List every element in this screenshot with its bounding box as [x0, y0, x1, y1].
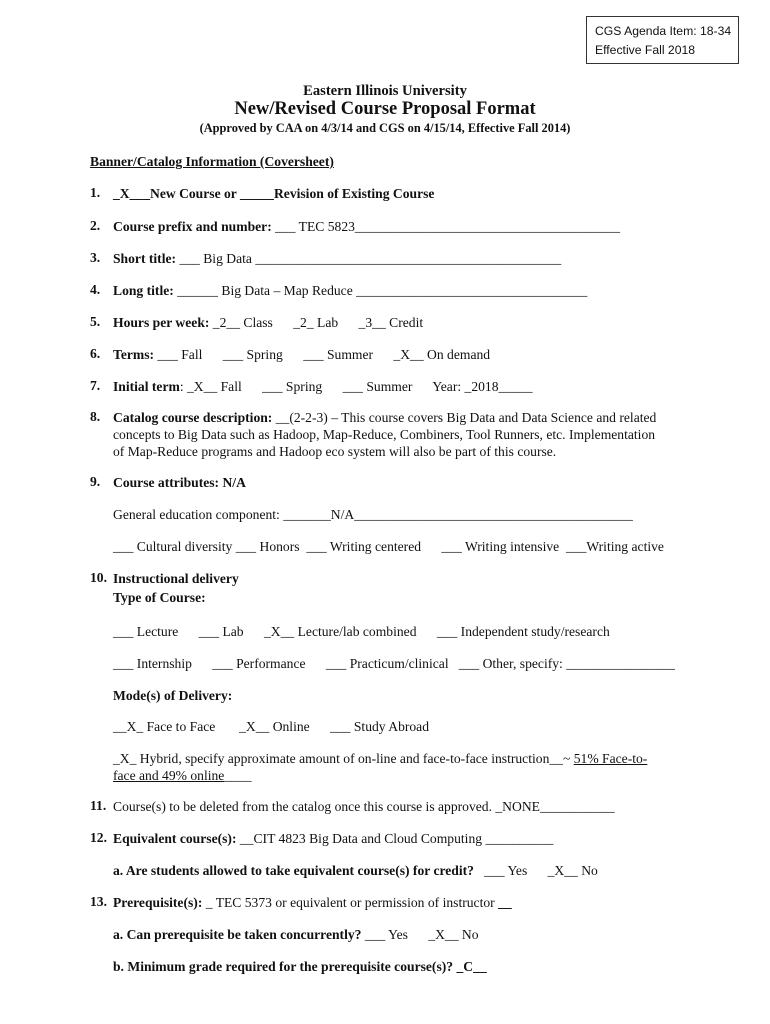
- hours-value: _2__ Class _2_ Lab _3__ Credit: [209, 315, 424, 330]
- catalog-description-label: Catalog course description:: [113, 410, 273, 425]
- document-title: New/Revised Course Proposal Format: [234, 99, 536, 119]
- hybrid-end: ____: [224, 768, 252, 783]
- hybrid-percentage-1: 51% Face-to-: [573, 751, 648, 766]
- item-number: 7.: [90, 378, 101, 393]
- section-title: Banner/Catalog Information (Coversheet): [90, 154, 334, 169]
- course-attributes-label: Course attributes: N/A: [113, 475, 246, 490]
- agenda-item-box: [586, 16, 739, 64]
- item-number: 5.: [90, 314, 101, 329]
- delivery-mode-options: __X_ Face to Face _X__ Online ___ Study Abroad: [113, 719, 430, 734]
- hybrid-line2: [113, 767, 252, 784]
- long-title-item: [113, 282, 587, 299]
- item-number: 11.: [90, 798, 107, 813]
- short-title-value: ___ Big Data _____________________________________________: [176, 251, 562, 266]
- terms-value: ___ Fall ___ Spring ___ Summer _X__ On demand: [154, 347, 491, 362]
- initial-term-item: [113, 378, 533, 395]
- hours-label: Hours per week:: [113, 315, 210, 330]
- equivalent-credit-label: a. Are students allowed to take equivalent course(s) for credit?: [113, 863, 474, 878]
- university-name: Eastern Illinois University: [303, 83, 467, 99]
- hybrid-percentage-2: face and 49% online: [113, 768, 225, 783]
- equivalent-courses-item: [113, 830, 553, 847]
- item-number: 13.: [90, 894, 107, 909]
- hybrid-text: _X_ Hybrid, specify approximate amount of on-line and face-to-face instruction__~: [113, 751, 574, 766]
- item-number: 6.: [90, 346, 101, 361]
- gen-ed-component: General education component: _______N/A_________________________________________: [113, 507, 633, 522]
- prerequisite-value: _ TEC 5373 or equivalent or permission of instructor: [202, 895, 499, 910]
- concurrent-question: [113, 926, 479, 943]
- new-course-item: _X___New Course or _____Revision of Existing Course: [113, 186, 435, 201]
- item-number: 12.: [90, 830, 107, 845]
- hybrid-line1: [113, 750, 647, 767]
- course-prefix-label: Course prefix and number:: [113, 219, 272, 234]
- item-number: 8.: [90, 409, 101, 424]
- deleted-courses-item: Course(s) to be deleted from the catalog once this course is approved. _NONE___________: [113, 799, 615, 814]
- prerequisite-item: [113, 894, 512, 911]
- item-number: 2.: [90, 218, 101, 233]
- equivalent-courses-value: __CIT 4823 Big Data and Cloud Computing __________: [236, 831, 554, 846]
- type-of-course-row2: ___ Internship ___ Performance ___ Practicum/clinical ___ Other, specify: ________________: [113, 656, 675, 671]
- agenda-effective-term: Effective Fall 2018: [595, 43, 696, 57]
- initial-term-value: : _X__ Fall ___ Spring ___ Summer Year: _2018_____: [179, 379, 533, 394]
- course-attributes-options: ___ Cultural diversity ___ Honors ___ Writing centered ___ Writing intensive ___Writing active: [113, 539, 664, 554]
- equivalent-courses-label: Equivalent course(s):: [113, 831, 237, 846]
- catalog-description-value: __(2-2-3) – This course covers Big Data and Data Science and related: [272, 410, 657, 425]
- instructional-delivery-label: Instructional delivery: [113, 571, 239, 586]
- approval-note: (Approved by CAA on 4/3/14 and CGS on 4/15/14, Effective Fall 2014): [199, 121, 571, 135]
- course-prefix-value: ___ TEC 5823_______________________________________: [271, 219, 621, 234]
- concurrent-label: a. Can prerequisite be taken concurrently?: [113, 927, 362, 942]
- type-of-course-label: Type of Course:: [113, 590, 206, 605]
- type-of-course-row1: ___ Lecture ___ Lab _X__ Lecture/lab combined ___ Independent study/research: [113, 624, 610, 639]
- short-title-label: Short title:: [113, 251, 177, 266]
- course-prefix-item: [113, 218, 620, 235]
- concurrent-answer: ___ Yes _X__ No: [361, 927, 479, 942]
- item-number: 3.: [90, 250, 101, 265]
- equivalent-credit-question: [113, 862, 598, 879]
- item-number: 9.: [90, 474, 101, 489]
- item-number: 1.: [90, 185, 101, 200]
- agenda-item-number: CGS Agenda Item: 18-34: [595, 24, 732, 38]
- initial-term-label: Initial term: [113, 379, 180, 394]
- catalog-description-line2: concepts to Big Data such as Hadoop, Map-Reduce, Combiners, Tool Runners, etc. Implementation: [113, 427, 656, 442]
- short-title-item: [113, 250, 561, 267]
- catalog-description-item: [113, 409, 656, 426]
- hours-item: [113, 314, 423, 331]
- minimum-grade-question: b. Minimum grade required for the prerequisite course(s)? _C__: [113, 959, 487, 974]
- item-number: 4.: [90, 282, 101, 297]
- long-title-value: ______ Big Data – Map Reduce __________________________________: [173, 283, 588, 298]
- terms-label: Terms:: [113, 347, 155, 362]
- long-title-label: Long title:: [113, 283, 174, 298]
- prerequisite-value-end: __: [498, 895, 512, 910]
- catalog-description-line3: of Map-Reduce programs and Hadoop eco system will also be part of this course.: [113, 444, 557, 459]
- prerequisite-label: Prerequisite(s):: [113, 895, 203, 910]
- equivalent-credit-answer: ___ Yes _X__ No: [473, 863, 598, 878]
- item-number: 10.: [90, 570, 107, 585]
- terms-item: [113, 346, 490, 363]
- delivery-mode-label: Mode(s) of Delivery:: [113, 688, 233, 703]
